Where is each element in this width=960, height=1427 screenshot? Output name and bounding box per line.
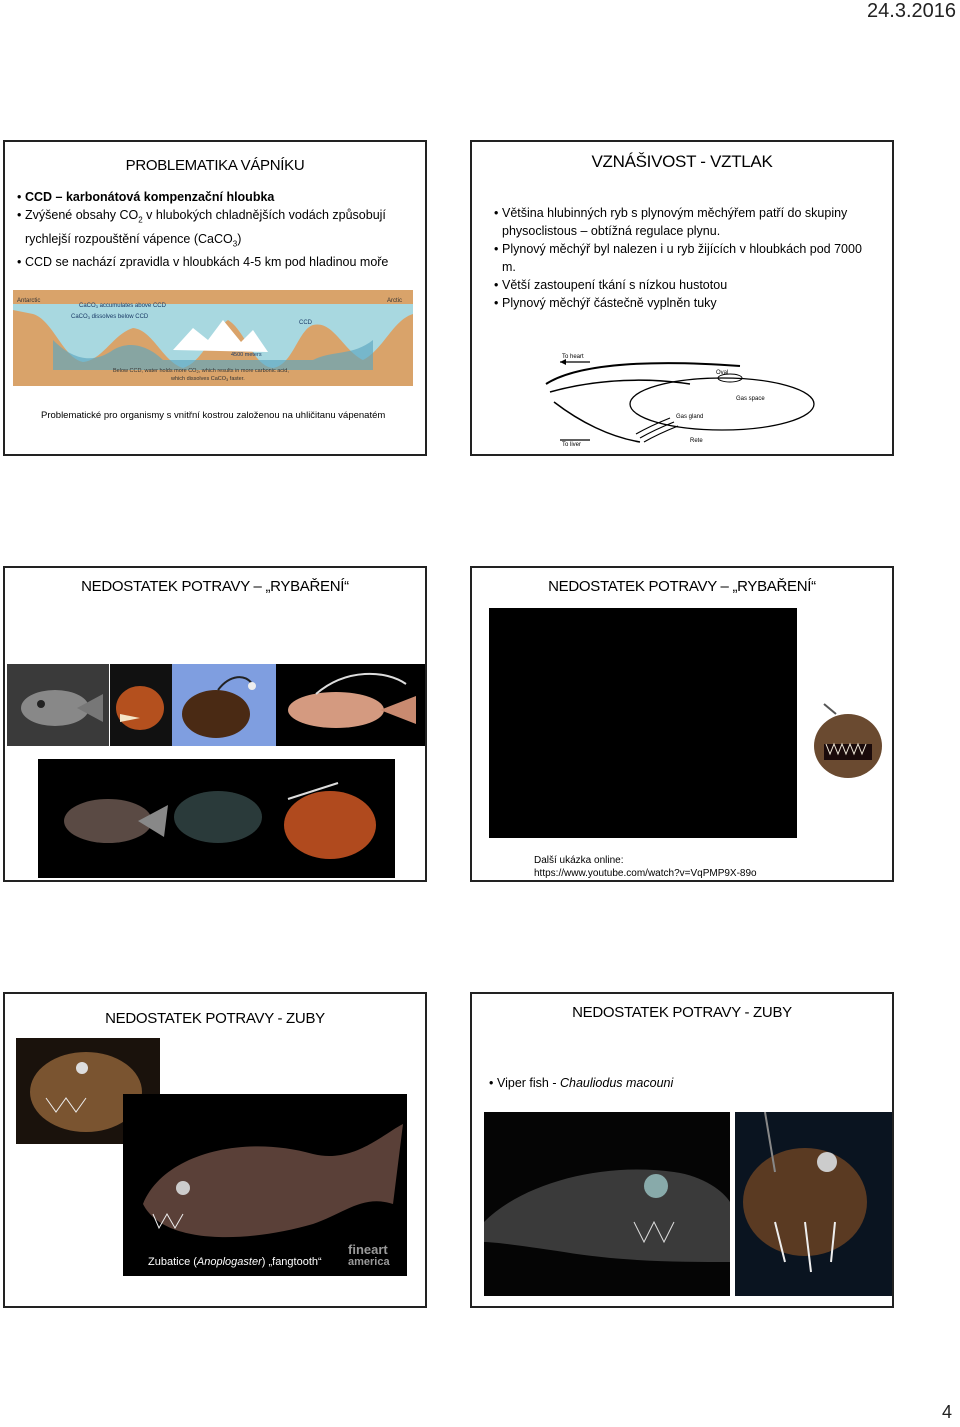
slide-title: NEDOSTATEK POTRAVY – „RYBAŘENÍ“: [548, 578, 816, 595]
bullet-item: • Většina hlubinných ryb s plynovým měchýřem patří do skupiny physoclistous – obtížná regulace plynu.: [494, 204, 874, 240]
bullet-item: [489, 1074, 869, 1092]
bullet-list: [489, 1074, 869, 1092]
label-antarctic: Antarctic: [17, 298, 41, 304]
label-depth: 4500 meters: [231, 352, 262, 358]
label-below-ccd: Below CCD, water holds more CO2, which results in more carbonic acid,: [113, 368, 289, 374]
youtube-link[interactable]: https://www.youtube.com/watch?v=VqPMP9X-89o: [534, 868, 757, 879]
anglerfish-photo-pink: [276, 664, 426, 746]
anglerfish-photo-orange: [110, 664, 172, 746]
viperfish-photo-left: [484, 1112, 730, 1296]
anglerfish-group-photo: [38, 759, 395, 878]
caption-line: Další ukázka online:: [534, 855, 624, 866]
label-rete: Rete: [690, 438, 703, 444]
slide-title: NEDOSTATEK POTRAVY - ZUBY: [105, 1010, 325, 1027]
anglerfish-teeth-photo: [806, 698, 892, 788]
bullet-text: Viper fish -: [497, 1076, 560, 1090]
label-to-heart: To heart: [562, 354, 584, 360]
slide-title: NEDOSTATEK POTRAVY – „RYBAŘENÍ“: [81, 578, 349, 595]
page-number: 4: [941, 1402, 952, 1422]
slide-footer-text: Problematické pro organismy s vnitřní kostrou založenou na uhličitanu vápenatém: [41, 410, 386, 421]
swim-bladder-diagram: [540, 342, 820, 450]
caption-text: ) „fangtooth“: [261, 1256, 322, 1268]
label-dissolves: CaCO3 dissolves below CCD: [71, 314, 149, 320]
slide-zuby-2: [470, 992, 894, 1308]
slide-title: VZNÁŠIVOST - VZTLAK: [591, 152, 773, 171]
bullet-text: CCD – karbonátová kompenzační hloubka: [25, 190, 275, 204]
viperfish-photo-right: [735, 1112, 893, 1296]
bullet-item: [17, 206, 419, 253]
label-to-liver: To liver: [562, 442, 582, 448]
label-accumulates: CaCO3 accumulates above CCD: [79, 303, 166, 309]
bullet-list: [494, 204, 874, 312]
slide-title: PROBLEMATIKA VÁPNÍKU: [125, 157, 305, 174]
bullet-item: [17, 188, 419, 206]
bullet-text: Zvýšené obsahy CO: [25, 208, 139, 222]
slide-rybareni-2: [470, 566, 894, 882]
bullet-item: • Větší zastoupení tkání s nízkou hustotou: [494, 276, 874, 294]
subscript: 2: [138, 215, 143, 225]
fineart-america-watermark: fineart america: [348, 1242, 390, 1268]
label-gas-space: Gas space: [736, 396, 765, 402]
ccd-ocean-diagram: [13, 290, 413, 386]
bullet-item: • Plynový měchýř částečně vyplněn tuky: [494, 294, 874, 312]
fangtooth-caption: [148, 1256, 322, 1268]
caption-italic: Anoplogaster: [196, 1256, 262, 1268]
slide-zuby-1: [3, 992, 427, 1308]
slide-rybareni-1: [3, 566, 427, 882]
label-ccd: CCD: [299, 320, 312, 326]
caption-text: Zubatice (: [148, 1256, 197, 1268]
anglerfish-photo-blue: [172, 664, 276, 746]
bullet-item: • Plynový měchýř byl nalezen i u ryb žijících v hloubkách pod 7000 m.: [494, 240, 874, 276]
bullet-list: [17, 188, 419, 271]
label-arctic: Arctic: [387, 298, 402, 304]
bullet-text: ): [237, 231, 242, 246]
online-caption: [534, 854, 757, 880]
label-dissolves-faster: which dissolves CaCO3 faster.: [171, 376, 245, 382]
subscript: 3: [232, 239, 238, 248]
anglerfish-photo-gray: [7, 664, 109, 746]
bullet-italic: Chauliodus macouni: [560, 1076, 674, 1090]
video-placeholder[interactable]: [489, 608, 797, 838]
slide-title: NEDOSTATEK POTRAVY - ZUBY: [572, 1004, 792, 1021]
slide-vznasivost-vztlak: [470, 140, 894, 456]
bullet-text: CCD se nachází zpravidla v hloubkách 4-5 km pod hladinou moře: [25, 255, 389, 269]
label-gas-gland: Gas gland: [676, 414, 704, 420]
bullet-text: v hlubokých chladnějších vodách způsobují rychlejší rozpouštění vápence (CaCO: [25, 208, 386, 246]
date-header: 24.3.2016: [867, 0, 956, 22]
label-oval: Oval: [716, 370, 729, 376]
slide-problematika-vapniku: [3, 140, 427, 456]
bullet-item: [17, 253, 419, 271]
